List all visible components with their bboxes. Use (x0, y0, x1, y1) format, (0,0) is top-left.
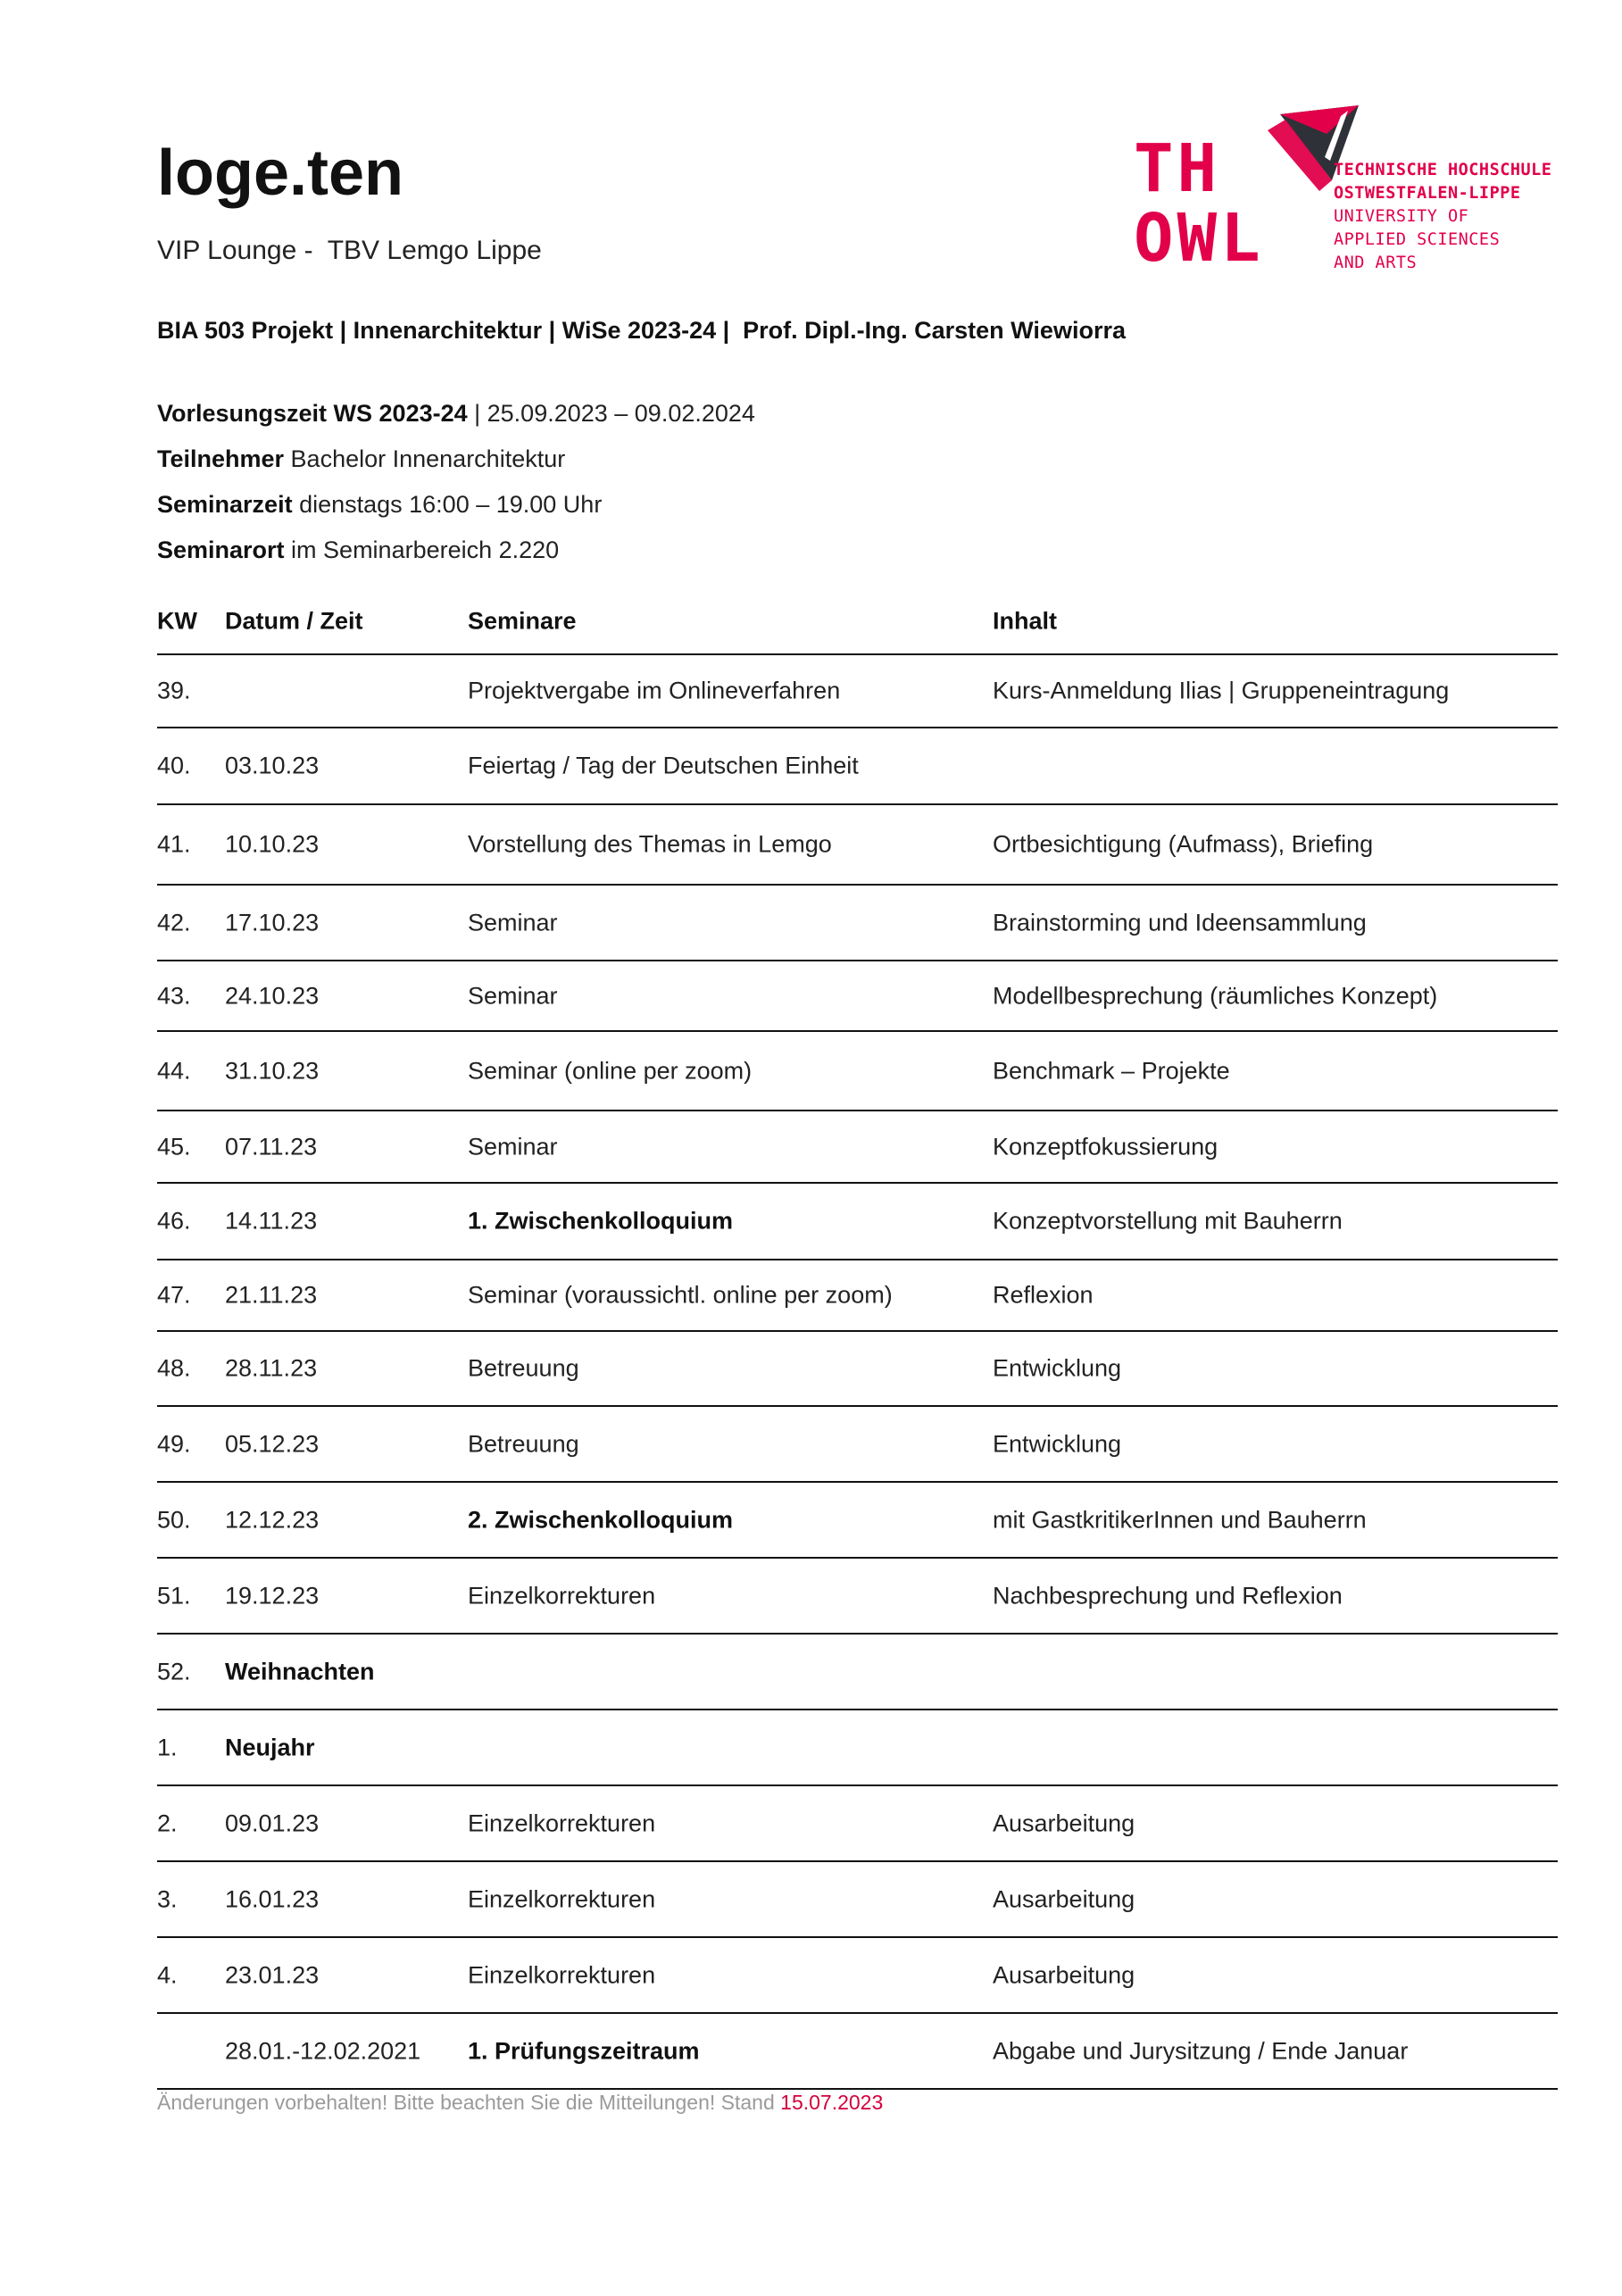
table-row (157, 655, 1558, 728)
cell-seminar: Einzelkorrekturen (468, 1885, 656, 1912)
cell-content: Ortbesichtigung (Aufmass), Briefing (993, 830, 1374, 858)
table-row (157, 1483, 1558, 1559)
info-seminar-time (157, 482, 755, 528)
cell-kw: 48. (157, 1354, 191, 1382)
cell-date: 09.01.23 (225, 1809, 320, 1836)
info-lecture-value: | 25.09.2023 – 09.02.2024 (467, 400, 755, 427)
table-row (157, 1332, 1558, 1407)
logo-institution-text (1334, 159, 1551, 275)
cell-date: 17.10.23 (225, 909, 320, 936)
cell-kw: 51. (157, 1582, 191, 1609)
cell-seminar: Seminar (468, 909, 558, 936)
cell-date: 10.10.23 (225, 830, 320, 858)
cell-kw: 45. (157, 1133, 191, 1160)
info-lecture-period (157, 391, 755, 437)
cell-content: Nachbesprechung und Reflexion (993, 1582, 1343, 1609)
table-row (157, 1635, 1558, 1710)
table-header-row (157, 589, 1558, 655)
cell-content: Konzeptvorstellung mit Bauherrn (993, 1207, 1343, 1235)
cell-content: Konzeptfokussierung (993, 1133, 1219, 1160)
cell-seminar: Einzelkorrekturen (468, 1961, 656, 1988)
info-seminar-place (157, 528, 755, 573)
cell-kw: 2. (157, 1809, 178, 1836)
cell-seminar: Einzelkorrekturen (468, 1809, 656, 1836)
info-participants-value: Bachelor Innenarchitektur (284, 445, 566, 472)
info-participants (157, 437, 755, 482)
table-row (157, 886, 1558, 961)
table-row (157, 1032, 1558, 1111)
cell-content: Entwicklung (993, 1430, 1122, 1457)
cell-seminar: Seminar (468, 982, 558, 1009)
cell-date: 03.10.23 (225, 752, 320, 779)
cell-content: Entwicklung (993, 1354, 1122, 1382)
footer-date: 15.07.2023 (780, 2091, 884, 2114)
cell-kw: 49. (157, 1430, 191, 1457)
info-participants-label: Teilnehmer (157, 445, 285, 472)
cell-kw: 4. (157, 1961, 178, 1988)
cell-date: 05.12.23 (225, 1430, 320, 1457)
logo-text-line5: AND ARTS (1334, 254, 1418, 272)
cell-date: 16.01.23 (225, 1885, 320, 1912)
course-line: BIA 503 Projekt | Innenarchitektur | WiSe 2023-24 | Prof. Dipl.-Ing. Carsten Wiewiorra (157, 317, 1126, 344)
cell-seminar: 1. Prüfungszeitraum (468, 2037, 700, 2064)
table-row (157, 1260, 1558, 1332)
cell-date: 21.11.23 (225, 1281, 318, 1309)
cell-seminar: Einzelkorrekturen (468, 1582, 656, 1609)
table-row (157, 1184, 1558, 1260)
cell-seminar: 2. Zwischenkolloquium (468, 1506, 734, 1533)
cell-seminar: Vorstellung des Themas in Lemgo (468, 830, 832, 858)
table-row (157, 961, 1558, 1032)
table-row (157, 1710, 1558, 1786)
cell-date: 28.01.-12.02.2021 (225, 2037, 421, 2064)
info-seminar-place-label: Seminarort (157, 537, 285, 563)
cell-seminar: Betreuung (468, 1354, 579, 1382)
header-seminar: Seminare (468, 607, 577, 635)
document-subtitle: VIP Lounge - TBV Lemgo Lippe (157, 236, 542, 265)
cell-content: Brainstorming und Ideensammlung (993, 909, 1367, 936)
cell-content: Ausarbeitung (993, 1961, 1135, 1988)
table-row (157, 805, 1558, 886)
table-row (157, 1786, 1558, 1862)
cell-content: Reflexion (993, 1281, 1094, 1309)
table-row (157, 1407, 1558, 1483)
cell-kw: 41. (157, 830, 191, 858)
header-kw: KW (157, 607, 197, 635)
table-row (157, 1938, 1558, 2014)
cell-kw: 40. (157, 752, 191, 779)
info-seminar-place-value: im Seminarbereich 2.220 (284, 537, 560, 563)
cell-kw: 44. (157, 1057, 191, 1084)
cell-content: mit GastkritikerInnen und Bauherrn (993, 1506, 1367, 1533)
info-lecture-label: Vorlesungszeit WS 2023-24 (157, 400, 468, 427)
info-seminar-time-value: dienstags 16:00 – 19.00 Uhr (292, 491, 603, 518)
cell-seminar: Feiertag / Tag der Deutschen Einheit (468, 752, 859, 779)
cell-date: 24.10.23 (225, 982, 320, 1009)
cell-date: Neujahr (225, 1734, 315, 1760)
cell-seminar: Projektvergabe im Onlineverfahren (468, 677, 841, 704)
info-block (157, 391, 755, 573)
logo-letters-line2: OWL (1134, 200, 1264, 277)
table-row (157, 1862, 1558, 1938)
table-row (157, 1111, 1558, 1184)
logo-text-line2: OSTWESTFALEN-LIPPE (1334, 184, 1521, 203)
cell-date: 28.11.23 (225, 1354, 318, 1382)
cell-kw: 43. (157, 982, 191, 1009)
info-seminar-time-label: Seminarzeit (157, 491, 293, 518)
cell-content: Ausarbeitung (993, 1809, 1135, 1836)
cell-date: 07.11.23 (225, 1133, 318, 1160)
cell-date: 19.12.23 (225, 1582, 320, 1609)
logo-letters-line1: TH (1134, 130, 1221, 207)
table-row (157, 2014, 1558, 2090)
cell-kw: 39. (157, 677, 191, 704)
cell-date: Weihnachten (225, 1658, 375, 1685)
table-row (157, 1559, 1558, 1635)
header-date: Datum / Zeit (225, 607, 363, 635)
logo-text-line1: TECHNISCHE HOCHSCHULE (1334, 161, 1552, 179)
cell-seminar: Seminar (468, 1133, 558, 1160)
document-title: loge.ten (157, 137, 404, 209)
cell-kw: 52. (157, 1658, 191, 1685)
footer-note (157, 2092, 883, 2113)
cell-date: 31.10.23 (225, 1057, 320, 1084)
th-owl-logo (1134, 96, 1562, 275)
logo-text-line4: APPLIED SCIENCES (1334, 230, 1501, 249)
cell-kw: 50. (157, 1506, 191, 1533)
cell-seminar: Seminar (voraussichtl. online per zoom) (468, 1281, 893, 1309)
header-content: Inhalt (993, 607, 1057, 635)
footer-note-text: Änderungen vorbehalten! Bitte beachten Sie die Mitteilungen! Stand (157, 2091, 781, 2114)
table-row (157, 728, 1558, 805)
cell-content: Modellbesprechung (räumliches Konzept) (993, 982, 1438, 1009)
cell-kw: 3. (157, 1885, 178, 1912)
cell-date: 14.11.23 (225, 1207, 318, 1235)
logo-text-line3: UNIVERSITY OF (1334, 207, 1469, 226)
cell-kw: 1. (157, 1734, 178, 1760)
cell-kw: 42. (157, 909, 191, 936)
cell-seminar: Betreuung (468, 1430, 579, 1457)
cell-kw: 47. (157, 1281, 191, 1309)
cell-seminar: 1. Zwischenkolloquium (468, 1207, 734, 1235)
cell-content: Ausarbeitung (993, 1885, 1135, 1912)
cell-seminar: Seminar (online per zoom) (468, 1057, 753, 1084)
cell-content: Benchmark – Projekte (993, 1057, 1230, 1084)
schedule-table (157, 589, 1558, 2090)
cell-kw: 46. (157, 1207, 191, 1235)
cell-date: 23.01.23 (225, 1961, 320, 1988)
cell-content: Kurs-Anmeldung Ilias | Gruppeneintragung (993, 677, 1450, 704)
cell-content: Abgabe und Jurysitzung / Ende Januar (993, 2037, 1409, 2064)
cell-date: 12.12.23 (225, 1506, 320, 1533)
